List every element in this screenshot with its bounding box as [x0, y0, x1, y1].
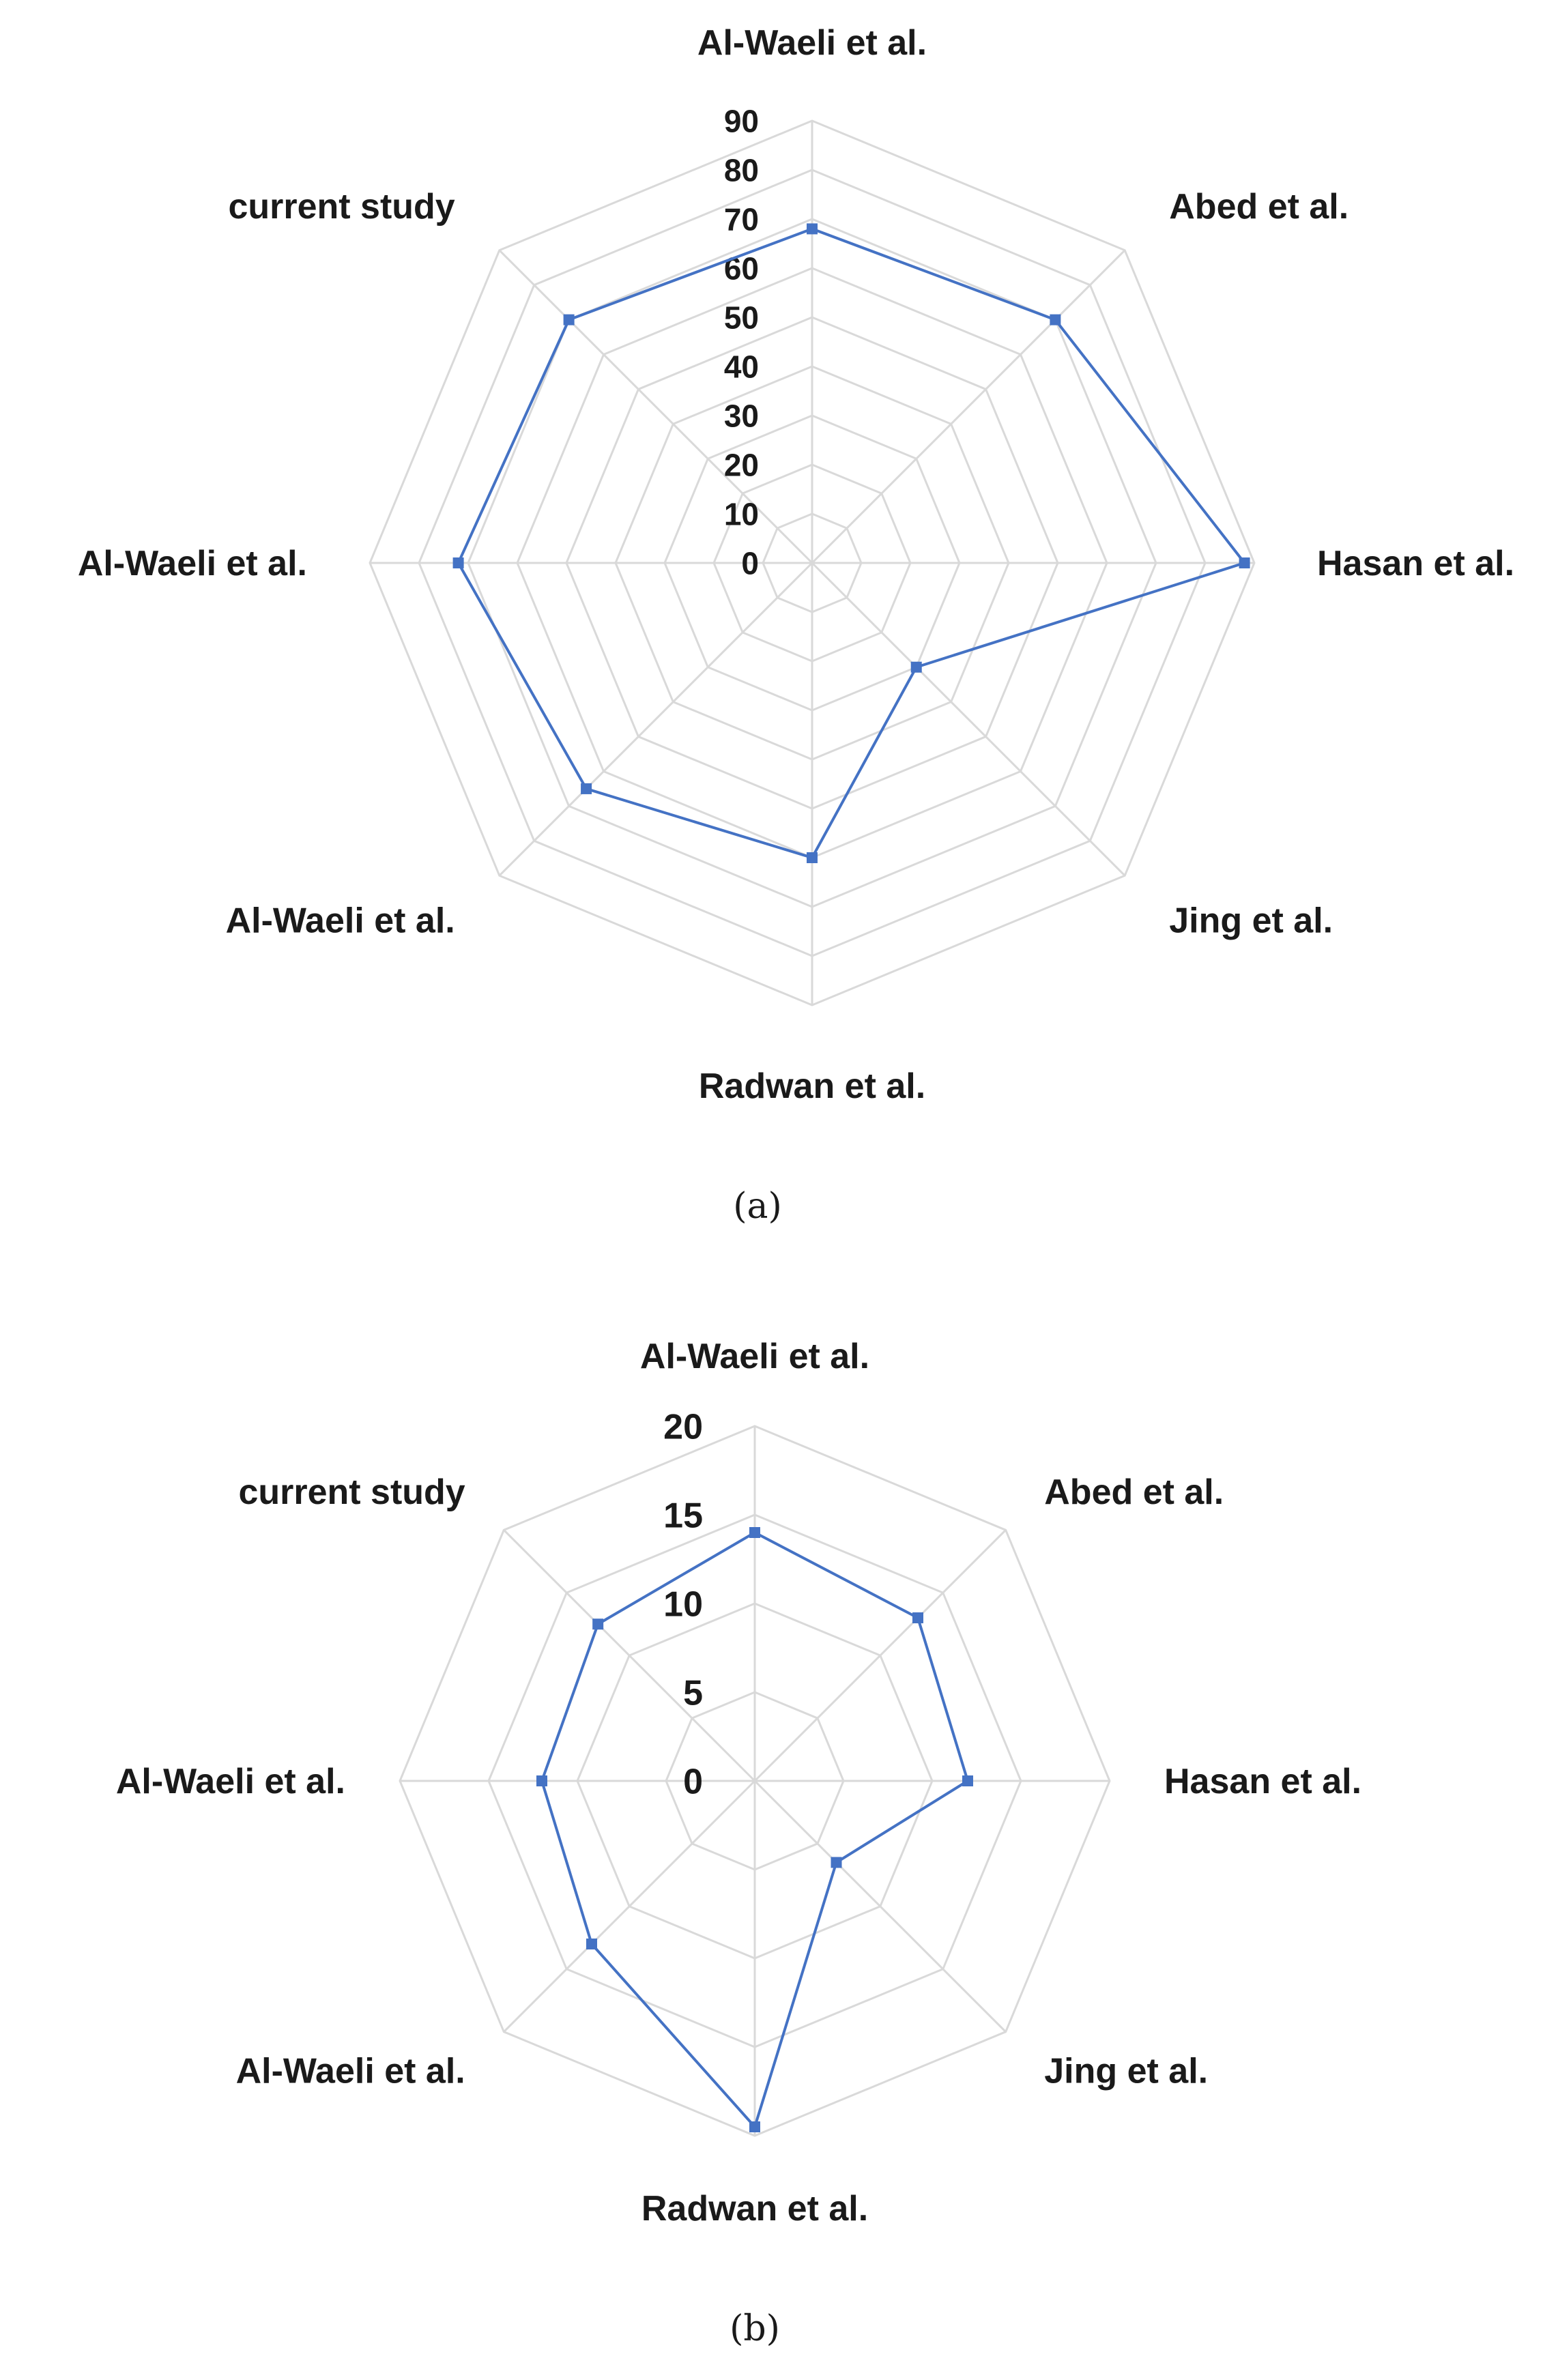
grid-spoke [812, 250, 1125, 563]
series-line [459, 229, 1245, 858]
tick-label: 60 [723, 250, 759, 287]
data-point [1050, 315, 1061, 325]
category-label: Al-Waeli et al. [697, 23, 927, 63]
category-label: Radwan et al. [698, 1066, 926, 1107]
tick-label: 0 [741, 545, 759, 581]
radar-chart-a [78, 23, 1514, 1227]
tick-label: 20 [663, 1407, 703, 1447]
grid-spoke [500, 250, 812, 563]
figure-caption: (b) [730, 2308, 780, 2349]
tick-label: 0 [683, 1762, 703, 1802]
tick-label: 5 [683, 1673, 703, 1713]
category-label: Al-Waeli et al. [639, 1336, 870, 1376]
data-point [581, 783, 592, 794]
tick-label: 30 [723, 398, 759, 434]
grid-spoke [812, 563, 1125, 875]
tick-label: 90 [723, 103, 759, 139]
category-label: Al-Waeli et al. [77, 544, 307, 584]
data-point [536, 1775, 547, 1786]
tick-label: 15 [663, 1496, 703, 1536]
radar-chart-b [116, 1337, 1361, 2349]
category-label: Hasan et al. [1317, 544, 1515, 584]
data-point [564, 315, 575, 325]
tick-label: 40 [723, 349, 759, 385]
category-label: current study [238, 1472, 465, 1512]
data-point [831, 1857, 842, 1868]
category-label: Al-Waeli et al. [115, 1762, 345, 1802]
data-point [807, 223, 818, 234]
figure-caption: (a) [733, 1186, 782, 1227]
category-label: Al-Waeli et al. [225, 901, 455, 941]
data-point [749, 1527, 760, 1538]
tick-label: 80 [723, 152, 759, 188]
data-point [807, 852, 818, 863]
category-label: Abed et al. [1044, 1472, 1224, 1512]
category-label: Hasan et al. [1164, 1762, 1362, 1802]
category-label: Radwan et al. [641, 2189, 869, 2229]
data-point [962, 1775, 973, 1786]
tick-label: 10 [723, 496, 759, 532]
category-label: Jing et al. [1169, 901, 1333, 941]
tick-label: 20 [723, 447, 759, 483]
data-point [586, 1939, 597, 1949]
category-label: Al-Waeli et al. [235, 2051, 465, 2091]
data-point [1239, 557, 1250, 568]
tick-label: 10 [663, 1584, 703, 1625]
data-point [592, 1619, 603, 1629]
data-point [912, 1612, 923, 1623]
tick-label: 50 [723, 300, 759, 336]
tick-label: 70 [723, 201, 759, 237]
data-point [911, 662, 922, 673]
category-label: Jing et al. [1044, 2051, 1209, 2091]
category-label: Abed et al. [1169, 186, 1349, 227]
data-point [453, 557, 464, 568]
data-point [749, 2121, 760, 2132]
category-label: current study [228, 186, 455, 227]
